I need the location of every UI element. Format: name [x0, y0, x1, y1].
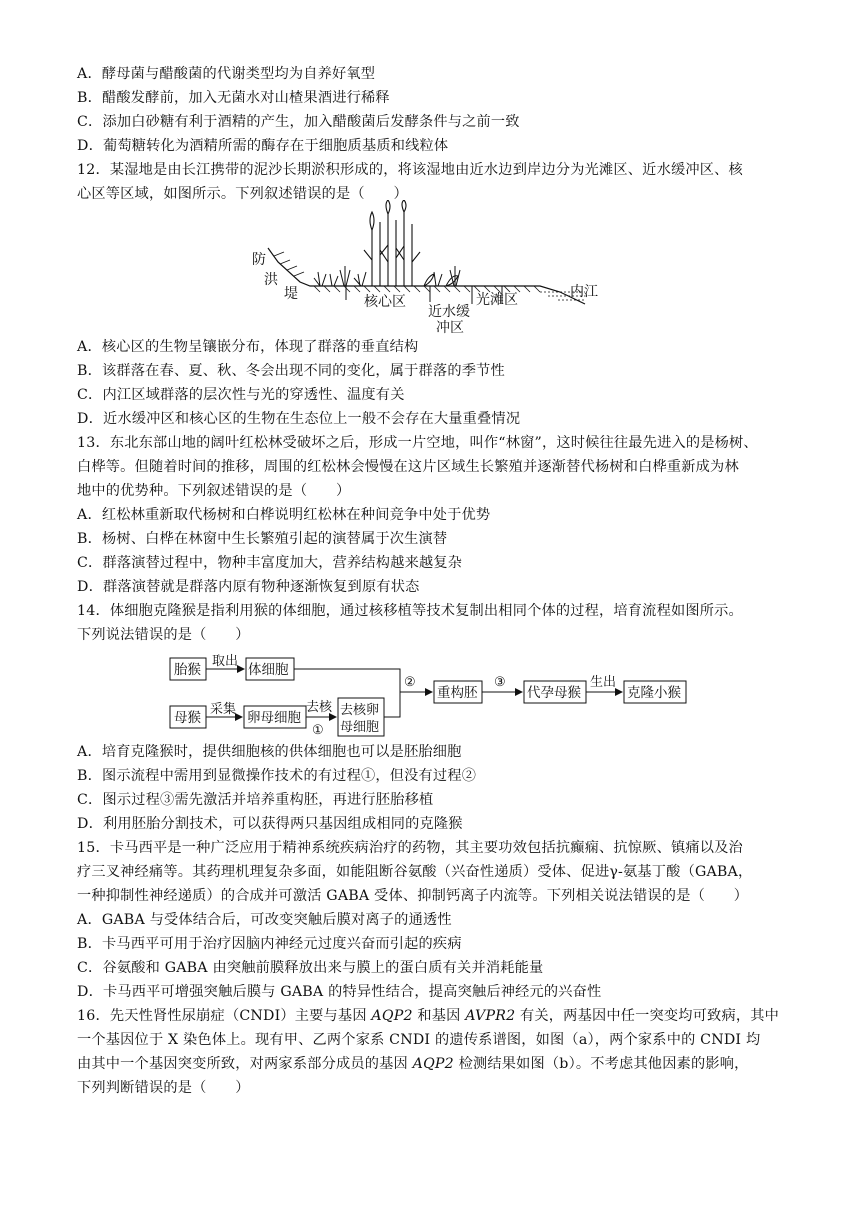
q16-line1-part-b: 和基因	[412, 1008, 466, 1024]
connector-oocyte	[384, 692, 400, 717]
q16-stem-line4: 下列判断错误的是（ ）	[77, 1080, 250, 1096]
box-enucleated-label-1: 去核卵	[340, 703, 380, 718]
q14-stem-line2: 下列说法错误的是（ ）	[77, 627, 250, 643]
short-plants	[314, 266, 366, 286]
q16-line3-part-a: 由其中一个基因突变所致，对两家系部分成员的基因	[77, 1056, 413, 1072]
mid-plants	[424, 266, 460, 286]
q14-option-d: D．利用胚胎分割技术，可以获得两只基因组成相同的克隆猴	[77, 816, 463, 832]
q13-option-c: C．群落演替过程中，物种丰富度加大，营养结构越来越复杂	[77, 555, 463, 571]
gene-aqp2: AQP2	[371, 1008, 413, 1024]
label-dike-3: 堤	[284, 286, 298, 302]
label-inner-river: 内江	[570, 284, 598, 300]
q14-option-b: B．图示流程中需用到显微操作技术的有过程①，但没有过程②	[77, 768, 477, 784]
tall-reeds	[364, 200, 420, 286]
q14-option-c: C．图示过程③需先激活并培养重构胚，再进行胚胎移植	[77, 792, 434, 808]
box-reconstructed-embryo-label: 重构胚	[437, 685, 478, 701]
q16-line1-part-a: 16．先天性肾性尿崩症（CNDI）主要与基因	[77, 1008, 372, 1024]
q14-stem-line1: 14．体细胞克隆猴是指利用猴的体细胞，通过核移植等技术复制出相同个体的过程，培育流程如图所示。	[77, 603, 743, 619]
q13-option-a: A．红松林重新取代杨树和白桦说明红松林在种间竞争中处于优势	[77, 507, 491, 523]
q13-option-b: B．杨树、白桦在林窗中生长繁殖引起的演替属于次生演替	[77, 531, 448, 547]
q16-stem-line3	[77, 1054, 797, 1074]
q15-option-c: C．谷氨酸和 GABA 由突触前膜释放出来与膜上的蛋白质有关并消耗能量	[77, 960, 544, 976]
box-clone-monkey-label: 克隆小猴	[627, 685, 681, 701]
q15-option-d: D．卡马西平可增强突触后膜与 GABA 的特异性结合，提高突触后神经元的兴奋性	[77, 984, 602, 1000]
label-dike-2: 洪	[264, 272, 278, 288]
q16-line1-part-c: 有关，两基因中任一突变均可致病，其中	[515, 1008, 779, 1024]
label-dike-1: 防	[252, 252, 266, 268]
q12-option-a: A．核心区的生物呈镶嵌分布，体现了群落的垂直结构	[77, 339, 419, 355]
q11-option-a: A．酵母菌与醋酸菌的代谢类型均为自养好氧型	[77, 66, 376, 82]
step-1-label: ①	[312, 723, 324, 738]
cloning-flowchart	[160, 650, 700, 740]
label-buffer-zone-2: 冲区	[436, 320, 464, 336]
box-fetal-monkey-label: 胎猴	[174, 662, 201, 678]
step-2-label: ②	[404, 675, 416, 690]
q12-option-c: C．内江区域群落的层次性与光的穿透性、温度有关	[77, 387, 405, 403]
q15-stem-line2: 疗三叉神经痛等。其药理机理复杂多面，如能阻断谷氨酸（兴奋性递质）受体、促进γ-氨基丁酸（GABA，	[77, 864, 753, 880]
arrow-birth-label: 生出	[590, 675, 617, 690]
q13-option-d: D．群落演替就是群落内原有物种逐渐恢复到原有状态	[77, 579, 420, 595]
q15-option-a: A．GABA 与受体结合后，可改变突触后膜对离子的通透性	[77, 912, 452, 928]
q16-line3-part-b: 检测结果如图（b）。不考虑其他因素的影响，	[453, 1056, 749, 1072]
step-3-label: ③	[494, 675, 506, 690]
q15-stem-line3: 一种抑制性神经递质）的合成并可激活 GABA 受体、抑制钙离子内流等。下列相关说法错误的是（ ）	[77, 888, 749, 904]
box-oocyte-label: 卵母细胞	[247, 710, 301, 726]
label-core-zone: 核心区	[364, 294, 406, 310]
q12-option-b: B．该群落在春、夏、秋、冬会出现不同的变化，属于群落的季节性	[77, 363, 505, 379]
q16-stem-line2: 一个基因位于 X 染色体上。现有甲、乙两个家系 CNDI 的遗传系谱图，如图（a），两个家系中的 CNDI 均	[77, 1032, 761, 1048]
box-enucleated-label-2: 母细胞	[340, 720, 380, 735]
wetland-figure	[240, 200, 610, 338]
box-somatic-cell-label: 体细胞	[248, 662, 289, 678]
q12-stem-line1: 12．某湿地是由长江携带的泥沙长期淤积形成的，将该湿地由近水边到岸边分为光滩区、近水缓冲区、核	[77, 162, 743, 178]
q11-option-c: C．添加白砂糖有利于酒精的产生，加入醋酸菌后发酵条件与之前一致	[77, 114, 520, 130]
label-beach-zone: 光滩区	[476, 292, 518, 308]
connector-somatic	[294, 669, 400, 692]
q13-stem-line1: 13．东北东部山地的阔叶红松林受破坏之后，形成一片空地，叫作“林窗”，这时候往往最先进入的是杨树、	[77, 435, 758, 451]
q11-option-d: D．葡萄糖转化为酒精所需的酶存在于细胞质基质和线粒体	[77, 138, 449, 154]
label-buffer-zone-1: 近水缓	[428, 304, 470, 320]
arrow-collect-label: 采集	[210, 702, 237, 717]
q11-option-b: B．醋酸发酵前，加入无菌水对山楂果酒进行稀释	[77, 90, 390, 106]
gene-aqp2-2: AQP2	[412, 1056, 454, 1072]
q14-option-a: A．培育克隆猴时，提供细胞核的供体细胞也可以是胚胎细胞	[77, 744, 462, 760]
q15-stem-line1: 15．卡马西平是一种广泛应用于精神系统疾病治疗的药物，其主要功效包括抗癫痫、抗惊厥、镇痛以及治	[77, 840, 743, 856]
box-mother-monkey-label: 母猴	[174, 710, 201, 726]
q13-stem-line2: 白桦等。但随着时间的推移，周围的红松林会慢慢在这片区域生长繁殖并逐渐替代杨树和白桦重新成为林	[77, 459, 739, 475]
q12-option-d: D．近水缓冲区和核心区的生物在生态位上一般不会存在大量重叠情况	[77, 411, 521, 427]
box-surrogate-monkey-label: 代孕母猴	[527, 685, 581, 701]
q16-stem-line1	[77, 1006, 797, 1026]
q13-stem-line3: 地中的优势种。下列叙述错误的是（ ）	[77, 483, 351, 499]
gene-avpr2: AVPR2	[465, 1008, 516, 1024]
arrow-take-out-label: 取出	[212, 654, 239, 669]
arrow-enucleate-label: 去核	[306, 700, 333, 715]
q15-option-b: B．卡马西平可用于治疗因脑内神经元过度兴奋而引起的疾病	[77, 936, 462, 952]
q12-stem-line2: 心区等区域，如图所示。下列叙述错误的是（ ）	[77, 186, 408, 202]
